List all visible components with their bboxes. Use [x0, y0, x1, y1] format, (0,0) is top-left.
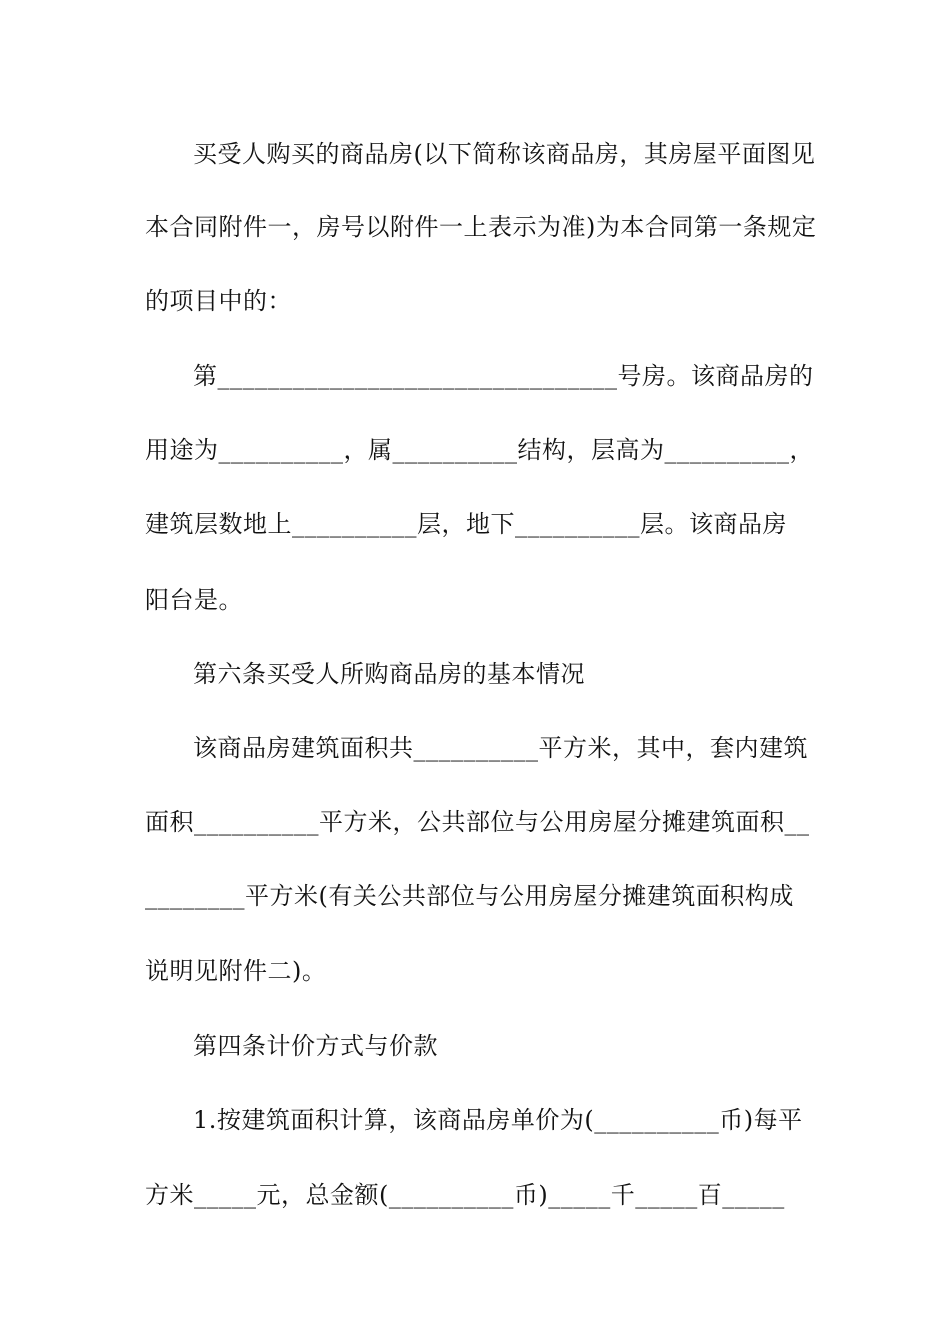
paragraph-line: 本合同附件一，房号以附件一上表示为准)为本合同第一条规定: [145, 213, 817, 241]
paragraph-line: 的项目中的：: [145, 287, 292, 315]
paragraph-line: 1.按建筑面积计算，该商品房单价为(__________币)每平: [193, 1106, 803, 1134]
paragraph-line: 该商品房建筑面积共__________平方米，其中，套内建筑: [193, 734, 808, 762]
paragraph-line: 方米_____元，总金额(__________币)_____千_____百_____: [145, 1181, 785, 1209]
paragraph-line: 建筑层数地上__________层，地下__________层。该商品房: [145, 510, 787, 538]
section-heading: 第六条买受人所购商品房的基本情况: [193, 660, 585, 688]
paragraph-line: 面积__________平方米，公共部位与公用房屋分摊建筑面积__: [145, 808, 810, 836]
paragraph-line: 阳台是。: [145, 586, 243, 614]
section-heading: 第四条计价方式与价款: [193, 1032, 438, 1060]
paragraph-line: 买受人购买的商品房(以下简称该商品房，其房屋平面图见: [193, 140, 816, 168]
paragraph-line: 用途为__________，属__________结构，层高为__________，: [145, 436, 814, 464]
paragraph-line: ________平方米(有关公共部位与公用房屋分摊建筑面积构成: [145, 882, 794, 910]
paragraph-line: 说明见附件二)。: [145, 957, 327, 985]
paragraph-line: 第________________________________号房。该商品房的: [193, 362, 814, 390]
